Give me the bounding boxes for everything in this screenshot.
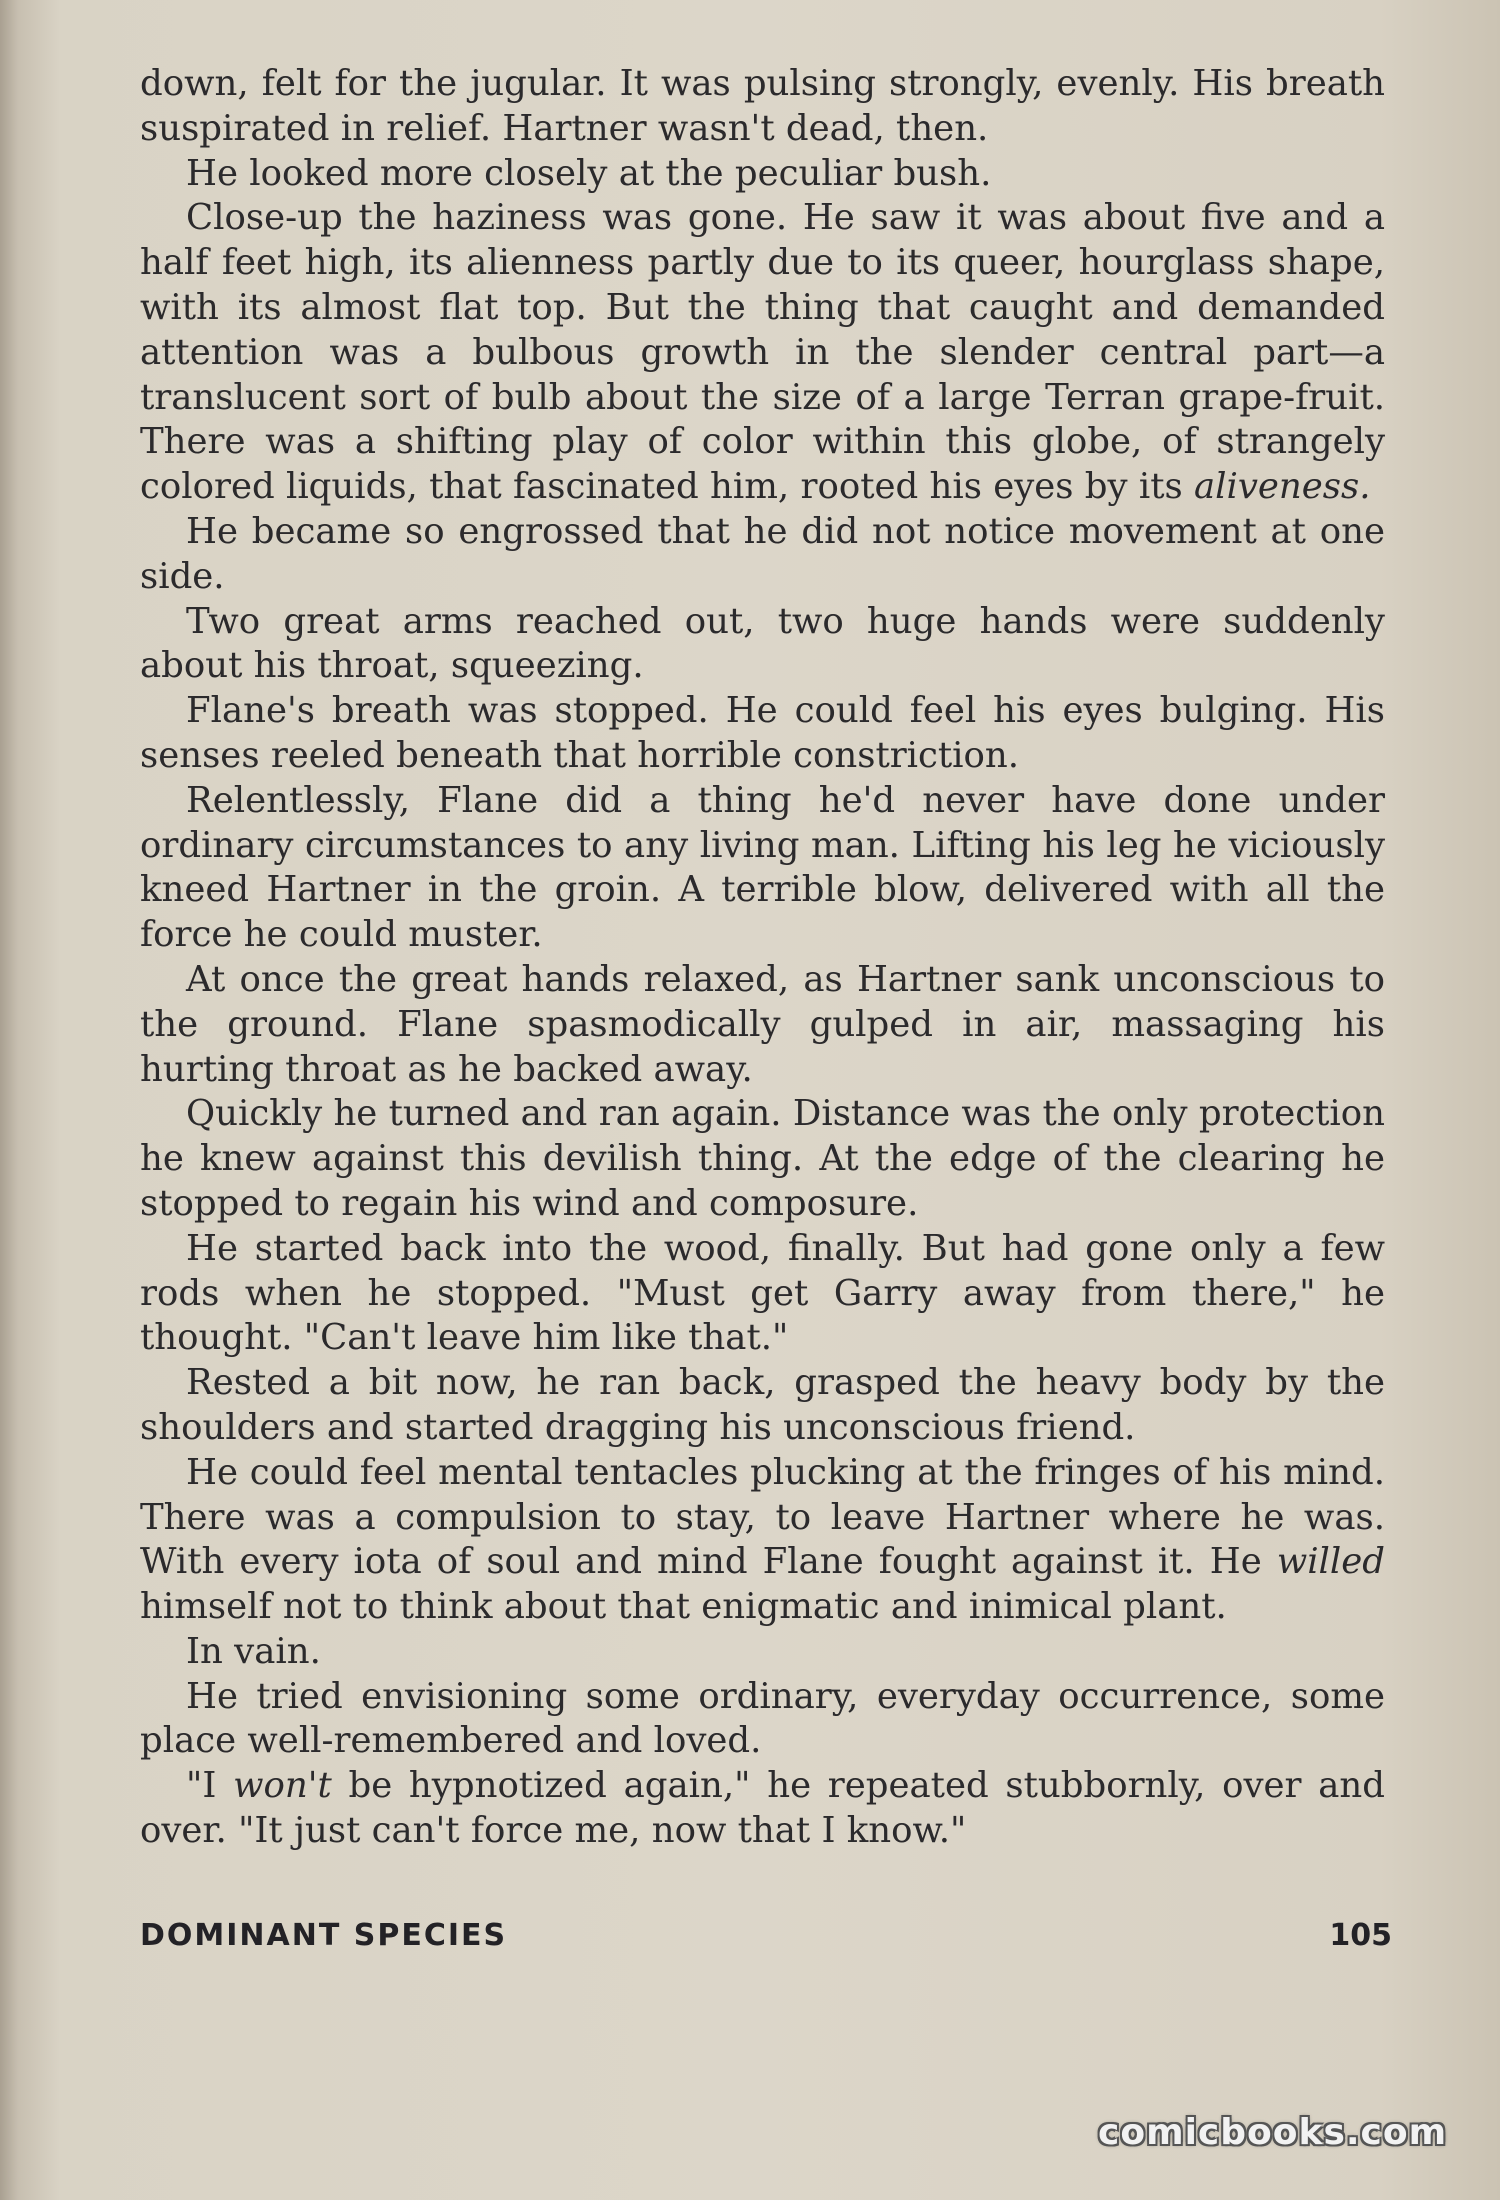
paragraph-6: Flane's breath was stopped. He could feel his eyes bulging. His senses reeled beneath that horrible constriction. <box>140 690 1385 776</box>
paragraph-5: Two great arms reached out, two huge hands were suddenly about his throat, squeezing. <box>140 600 1385 687</box>
body-text <box>140 62 1385 1854</box>
paragraph-13: In vain. <box>186 1630 321 1672</box>
paragraph-15-tail: be hypnotized again," he repeated stubbornly, over and over. "It just can't force me, now that I know." <box>140 1765 1385 1852</box>
paragraph-12-tail: himself not to think about that enigmatic and inimical plant. <box>140 1586 1227 1628</box>
paragraph-3 <box>140 196 1385 510</box>
paragraph-15 <box>140 1764 1385 1854</box>
paragraph-15-text: "I <box>186 1765 217 1807</box>
paragraph-4: He became so engrossed that he did not notice movement at one side. <box>140 510 1385 597</box>
paragraph-12-text: He could feel mental tentacles plucking at the fringes of his mind. There was a compulsion to stay, to leave Hartner where he was. With every iota of soul and mind Flane fought against it. He <box>140 1451 1385 1583</box>
italic-wont: won't <box>233 1765 332 1807</box>
page-footer <box>140 1918 1392 1962</box>
paragraph-12 <box>140 1451 1385 1630</box>
paragraph-11: Rested a bit now, he ran back, grasped the heavy body by the shoulders and started dragging his unconscious friend. <box>140 1362 1385 1448</box>
page-number: 105 <box>1329 1918 1392 1953</box>
paragraph-3-text: Close-up the haziness was gone. He saw it was about five and a half feet high, its alienness partly due to its queer, hourglass shape, with its almost flat top. But the thing that caught and demanded attention was a bulbous growth in the slender central part—a translucent sort of bulb about the size of a large Terran grape-fruit. There was a shifting play of color within this globe, of strangely colored liquids, that fascinated him, rooted his eyes by its <box>140 197 1385 508</box>
italic-willed: willed <box>1276 1541 1385 1583</box>
paragraph-1: down, felt for the jugular. It was pulsing strongly, evenly. His breath suspirated in relief. Hartner wasn't dead, then. <box>140 63 1385 149</box>
paragraph-7: Relentlessly, Flane did a thing he'd never have done under ordinary circumstances to any living man. Lifting his leg he viciously kneed Hartner in the groin. A terrible blow, delivered with all the force he could muster. <box>140 779 1385 956</box>
paragraph-10: He started back into the wood, finally. But had gone only a few rods when he stopped. "Must get Garry away from there," he thought. "Can't leave him like that." <box>140 1227 1385 1359</box>
watermark: comicbooks.com <box>1098 2112 1448 2153</box>
paragraph-9: Quickly he turned and ran again. Distance was the only protection he knew against this devilish thing. At the edge of the clearing he stopped to regain his wind and composure. <box>140 1093 1385 1224</box>
running-title: DOMINANT SPECIES <box>140 1918 508 1953</box>
paragraph-2: He looked more closely at the peculiar bush. <box>186 152 992 194</box>
paragraph-14: He tried envisioning some ordinary, everyday occurrence, some place well-remembered and loved. <box>140 1675 1385 1762</box>
italic-aliveness: aliveness. <box>1194 466 1371 508</box>
paragraph-8: At once the great hands relaxed, as Hartner sank unconscious to the ground. Flane spasmodically gulped in air, massaging his hurting throat as he backed away. <box>140 958 1385 1090</box>
